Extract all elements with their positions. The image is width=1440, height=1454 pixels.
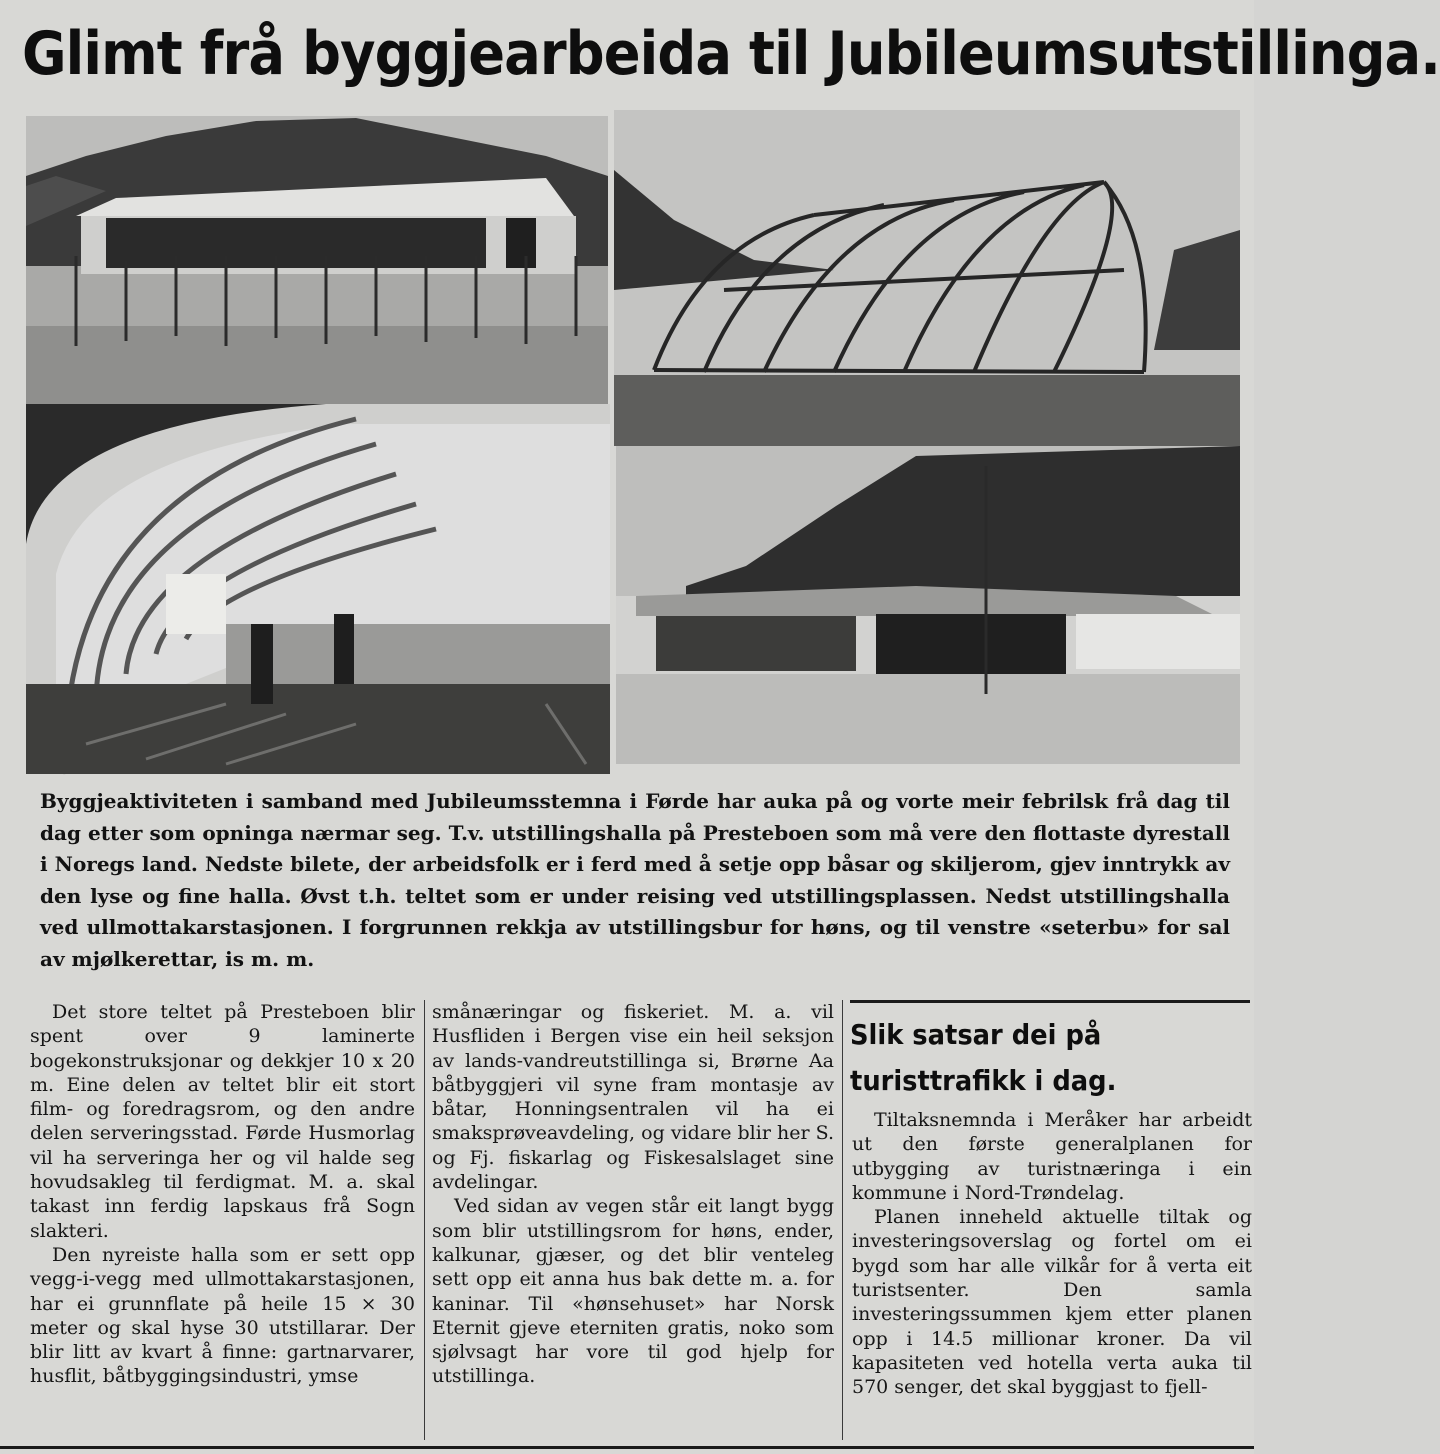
article-column-1 — [30, 1000, 415, 1389]
page-bottom-rule — [0, 1446, 1254, 1449]
column-divider — [424, 1000, 425, 1440]
sidebar-headline: Slik satsar dei på turisttrafikk i dag. — [850, 1018, 1117, 1097]
headline: Glimt frå byggjearbeida til Jubileumsutstillinga. — [22, 19, 1440, 89]
article-paragraph: Ved sidan av vegen står eit langt bygg som blir utstillingsrom for høns, ender, kalkunar, gjæser, og det blir venteleg sett opp eit anna hus bak dette m. a. for kaninar. Til «hønsehuset» har Norsk Eternit gjeve eterniten gratis, noko som sjølvsagt har vore til god hjelp for utstillinga. — [432, 1195, 834, 1388]
sidebar-paragraph: Planen inneheld aktuelle tiltak og investeringsoverslag og fortel om ei bygd som har alle vilkår for å verta eit turistsenter. Den samla investeringssummen kjem etter planen opp i 14.5 millionar kroner. Da vil kapasiteten ved hotella verta auka til 570 senger, det skal byggjast to fjell- — [852, 1206, 1252, 1399]
article-paragraph: smånæringar og fiskeriet. M. a. vil Husfliden i Bergen vise ein heil seksjon av lands-vandreutstillinga si, Brørne Aa båtbyggjeri vil syne fram montasje av båtar, Honningsentralen vil ha ei smaksprøveavdeling, og vidare blir her S. og Fj. fiskarlag og Fiskesalslaget sine avdelingar. — [432, 1001, 834, 1194]
article-paragraph: Det store teltet på Presteboen blir spent over 9 laminerte bogekonstruksjonar og dekkjer 10 x 20 m. Eine delen av teltet blir eit stort film- og foredragsrom, og den andre delen serveringsstad. Førde Husmorlag vil ha serveringa her og vil halde seg hovudsakleg til ferdigmat. M. a. skal takast inn ferdig lapskaus frå Sogn slakteri. — [30, 1001, 415, 1242]
sidebar-top-rule — [850, 1000, 1250, 1003]
photo-caption: Byggjeaktiviteten i samband med Jubileumsstemna i Førde har auka på og vorte meir febrilsk frå dag til dag etter som opninga nærmar seg. T.v. utstillingshalla på Presteboen som må vere den flottaste dyrestall i Noregs land. Nedste bilete, der arbeidsfolk er i ferd med å setje opp båsar og skiljerom, gjev inntrykk av den lyse og fine halla. Øvst t.h. teltet som er under reising ved utstillingsplassen. Nedst utstillingshalla ved ullmottakarstasjonen. I forgrunnen rekkja av utstillingsbur for høns, og til venstre «seterbu» for sal av mjølkerettar, is m. m. — [40, 789, 1230, 971]
hall-interior-photo — [26, 404, 610, 774]
article-column-2 — [432, 1000, 834, 1389]
exhibition-hall-exterior-photo — [26, 116, 608, 406]
sidebar-article — [852, 1108, 1252, 1400]
article-paragraph: Den nyreiste halla som er sett opp vegg-i-vegg med ullmottakarstasjonen, har ei grunnflate på heile 15 × 30 meter og skal hyse 30 utstillarar. Der blir litt av kvart å finne: gartnarvarer, husflit, båtbyggingsindustri, ymse — [30, 1243, 415, 1388]
sidebar-paragraph: Tiltaksnemnda i Meråker har arbeidt ut den første generalplanen for utbygging av turistnæringa i ein kommune i Nord-Trøndelag. — [852, 1109, 1252, 1204]
column-divider — [842, 1000, 843, 1440]
tent-frame-photo — [614, 110, 1240, 446]
hall-by-milk-station-photo — [616, 446, 1240, 764]
